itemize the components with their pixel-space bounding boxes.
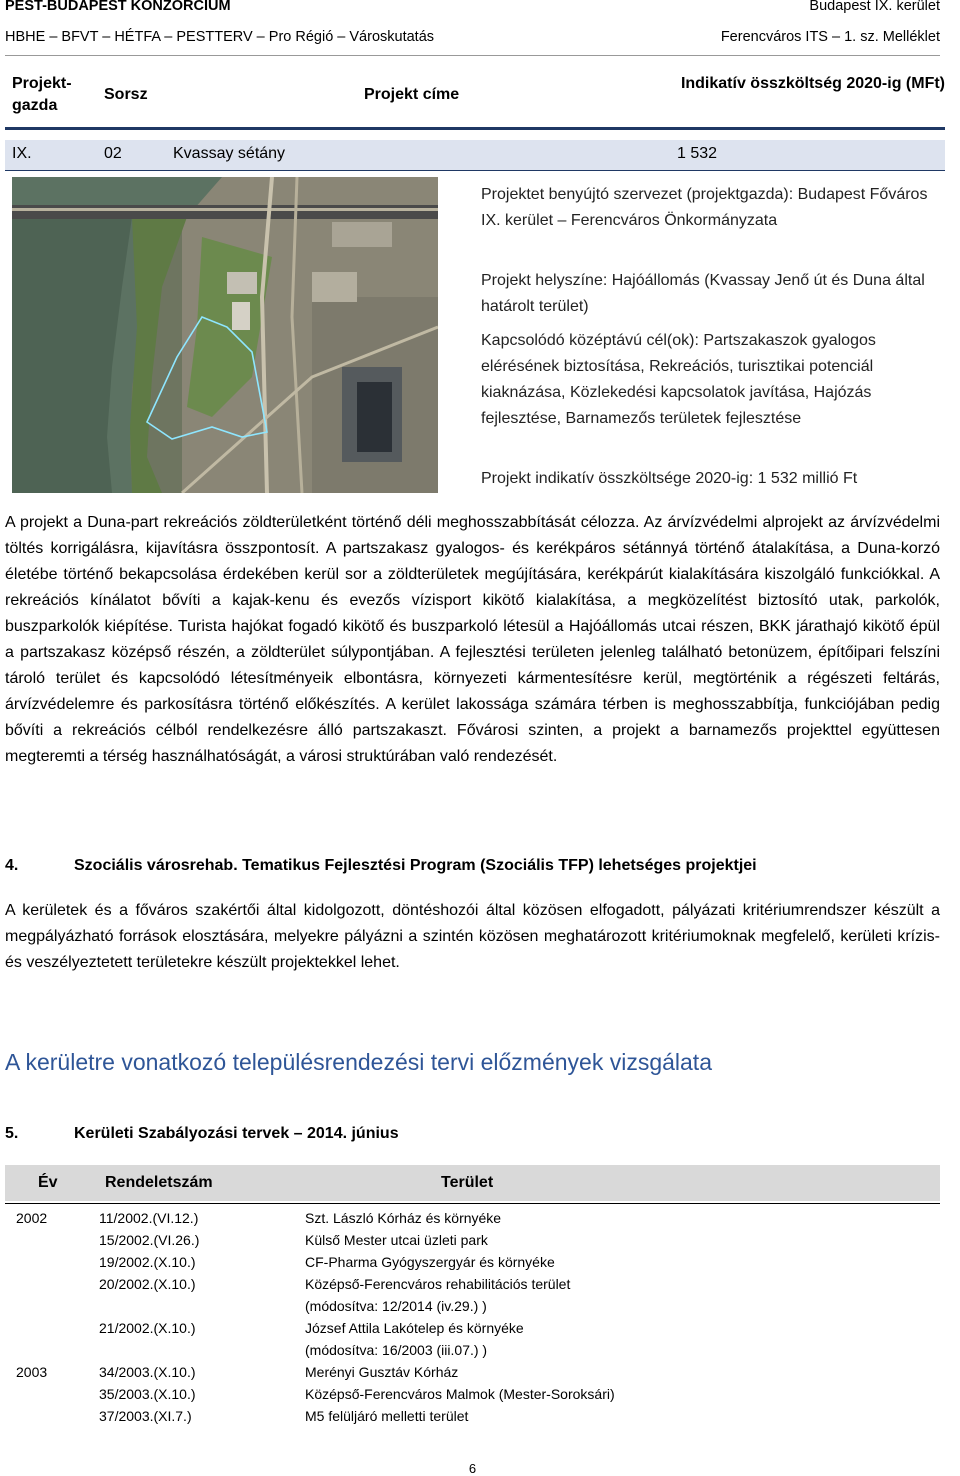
regulation-table-header bbox=[5, 1165, 940, 1201]
cel-info: Kapcsolódó középtávú cél(ok): Partszakaszok gyalogos elérésének biztosítása, Rekreációs, turisztikai potenciál kiaknázása, Közlekedési kapcsolatok javítása, Hajózás fejlesztése, Barnamezős területek fejlesztése bbox=[481, 332, 876, 427]
district-name: Budapest IX. kerület bbox=[809, 0, 940, 14]
helyszin-info: Projekt helyszíne: Hajóállomás (Kvassay Jenő út és Duna által határolt terület) bbox=[481, 272, 925, 315]
koltseg-info: Projekt indikatív összköltsége 2020-ig: 1 532 millió Ft bbox=[481, 470, 858, 487]
section-5-number: 5. bbox=[5, 1125, 19, 1142]
partner-list: HBHE – BFVT – HÉTFA – PESTTERV – Pro Régió – Városkutatás bbox=[5, 29, 435, 45]
aerial-photo bbox=[12, 177, 438, 493]
row-ev: 2002 bbox=[16, 1210, 48, 1226]
col-ev: Év bbox=[38, 1174, 58, 1191]
table-row bbox=[5, 1317, 940, 1361]
section-4-text: A kerületek és a főváros szakértői által kidolgozott, döntéshozói által közösen elfogadott, pályázati kritériumrendszer készült a megpályázható források elosztására, melyekre pályázni a szintén közösen meghatározott kritériumoknak megfelelő, kerületi krízis- és veszélyeztetett területekre készült projektekkel lehet. bbox=[5, 902, 940, 971]
project-table-header bbox=[5, 67, 945, 123]
row-terulet: Merényi Gusztáv Kórház bbox=[305, 1364, 459, 1380]
running-header-bottom bbox=[5, 29, 940, 49]
page-number: 6 bbox=[468, 1461, 477, 1476]
project-row bbox=[5, 140, 945, 170]
section-5-title: Kerületi Szabályozási tervek – 2014. június bbox=[74, 1125, 399, 1142]
col-rendeletszam: Rendeletszám bbox=[105, 1174, 213, 1191]
col-projekt-cime: Projekt címe bbox=[364, 86, 460, 103]
col-osszkoltseg: Indikatív összköltség 2020-ig (MFt) bbox=[680, 75, 945, 92]
row-projekt-cime: Kvassay sétány bbox=[173, 145, 286, 162]
aerial-photo-graphic bbox=[12, 177, 438, 493]
table-row bbox=[5, 1229, 940, 1251]
row-rendeletszam: 35/2003.(X.10.) bbox=[99, 1386, 196, 1402]
project-row-rule bbox=[5, 170, 945, 171]
col-terulet: Terület bbox=[441, 1174, 494, 1191]
project-description: A projekt a Duna-part rekreációs zöldterületként történő déli meghosszabbítását célozza. Az árvízvédelmi alprojekt az árvízvédelmi töltés korrigálásra, kijavításra összpontosít. A partszakasz gyalogos- és kerékpáros sétánnyá történő átalakítása, a Duna-korzó életébe történő bekapcsolása érdekében kerül sor a zöldterületek megújítására, kerékpárút kialakítására kiszolgáló funkciókkal. A rekreációs kínálatot bővíti a kajak-kenu és evezős vízisport kikötő kialakítása, a megközelítést biztosító utak, parkolók, buszparkolók kiépítése. Turista hajókat fogadó kikötő és buszparkoló létesül a Hajóállomás utcai részen, BKK járathajó kikötő épül a partszakasz középső részén, a zöldterület súlypontjában. A fejlesztési területen jelenleg található betonüzem, építőipari felszíni tároló terület és kapcsolódó létesítményeik elbontásra, környezeti kármentesítésre kerül, megtörténik a régészeti feltárás, árvízvédelemre és parkosításra történő előkészítés. A kerület lakossága számára térben is meghosszabbítja, funkciójában pedig bővíti a rekreációs célból rendelkezésre álló partszakaszt. Fővárosi szinten, a projekt a barnamezős projekttel együttesen megteremti a térség használhatóságát, a városi struktúrában való rendezését. bbox=[5, 514, 940, 765]
row-terulet-modification: (módosítva: 12/2014 (iv.29.) ) bbox=[305, 1298, 487, 1314]
document-name: Ferencváros ITS – 1. sz. Melléklet bbox=[720, 29, 940, 45]
row-terulet: Külső Mester utcai üzleti park bbox=[305, 1232, 488, 1248]
row-ev: 2003 bbox=[16, 1364, 48, 1380]
row-rendeletszam: 19/2002.(X.10.) bbox=[99, 1254, 196, 1270]
table-row bbox=[5, 1273, 940, 1317]
section-4-title: Szociális városrehab. Tematikus Fejlesztési Program (Szociális TFP) lehetséges projektjei bbox=[74, 857, 757, 874]
row-rendeletszam: 15/2002.(VI.26.) bbox=[99, 1232, 200, 1248]
consortium-name: PEST-BUDAPEST KONZORCIUM bbox=[5, 0, 231, 14]
row-rendeletszam: 37/2003.(XI.7.) bbox=[99, 1408, 192, 1424]
col-projektgazda: Projekt-gazda bbox=[12, 75, 72, 114]
row-terulet-modification: (módosítva: 16/2003 (iii.07.) ) bbox=[305, 1342, 488, 1358]
col-sorsz: Sorsz bbox=[104, 86, 148, 103]
regulation-table-rule bbox=[5, 1203, 940, 1204]
section-4-number: 4. bbox=[5, 857, 19, 874]
regulation-table-body bbox=[5, 1207, 940, 1427]
row-terulet: Szt. László Kórház és környéke bbox=[305, 1210, 502, 1226]
row-terulet bbox=[305, 1317, 524, 1361]
table-row bbox=[5, 1361, 940, 1383]
row-terulet bbox=[305, 1273, 570, 1317]
row-rendeletszam: 20/2002.(X.10.) bbox=[99, 1276, 196, 1292]
row-projektgazda: IX. bbox=[12, 145, 32, 162]
row-rendeletszam: 21/2002.(X.10.) bbox=[99, 1320, 196, 1336]
header-divider bbox=[5, 55, 940, 56]
table-row bbox=[5, 1405, 940, 1427]
table-row bbox=[5, 1383, 940, 1405]
row-osszkoltseg: 1 532 bbox=[677, 145, 718, 162]
table-row bbox=[5, 1207, 940, 1229]
row-terulet-name: Középső-Ferencváros rehabilitációs terület bbox=[305, 1276, 571, 1292]
table-header-rule bbox=[5, 127, 945, 130]
table-row bbox=[5, 1251, 940, 1273]
row-terulet: M5 felüljáró melletti terület bbox=[305, 1408, 469, 1424]
row-rendeletszam: 11/2002.(VI.12.) bbox=[99, 1210, 199, 1226]
row-terulet: CF-Pharma Gyógyszergyár és környéke bbox=[305, 1254, 555, 1270]
running-header-top bbox=[5, 0, 940, 18]
row-rendeletszam: 34/2003.(X.10.) bbox=[99, 1364, 196, 1380]
projektgazda-info: Projektet benyújtó szervezet (projektgazda): Budapest Főváros IX. kerület – Ferencváros Önkormányzata bbox=[481, 186, 928, 229]
chapter-title: A kerületre vonatkozó településrendezési tervi előzmények vizsgálata bbox=[5, 1049, 712, 1075]
row-sorsz: 02 bbox=[104, 145, 122, 162]
row-terulet: Középső-Ferencváros Malmok (Mester-Soroksári) bbox=[305, 1386, 615, 1402]
row-terulet-name: József Attila Lakótelep és környéke bbox=[305, 1320, 524, 1336]
